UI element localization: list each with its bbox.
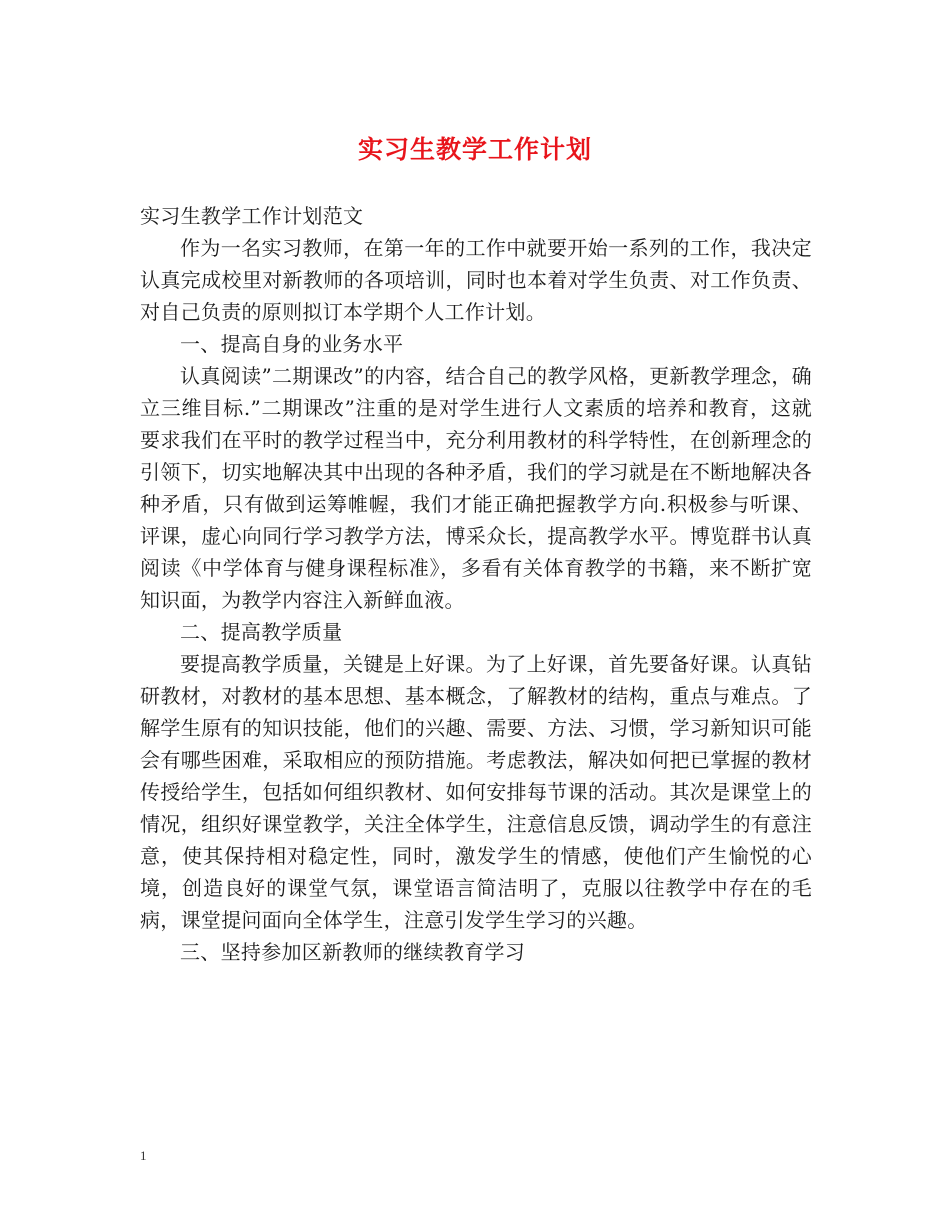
paragraph-section-2: 要提高教学质量，关键是上好课。为了上好课，首先要备好课。认真钻研教材，对教材的基本思想、基本概念，了解教材的结构，重点与难点。了解学生原有的知识技能，他们的兴趣、需要、方法、习惯，学习新知识可能会有哪些困难，采取相应的预防措施。考虑教法，解决如何把已掌握的教材传授给学生，包括如何组织教材、如何安排每节课的活动。其次是课堂上的情况，组织好课堂教学，关注全体学生，注意信息反馈，调动学生的有意注意，使其保持相对稳定性，同时，激发学生的情感，使他们产生愉悦的心境，创造良好的课堂气氛，课堂语言简洁明了，克服以往教学中存在的毛病，课堂提问面向全体学生，注意引发学生学习的兴趣。 — [140, 652, 812, 932]
page-number: 1 — [140, 1148, 147, 1163]
paragraph-subtitle: 实习生教学工作计划范文 — [140, 204, 364, 228]
section-heading-2: 二、提高教学质量 — [180, 620, 343, 644]
section-heading-1: 一、提高自身的业务水平 — [180, 332, 404, 356]
document-body — [140, 200, 812, 968]
section-heading-3: 三、坚持参加区新教师的继续教育学习 — [180, 940, 526, 964]
document-title: 实习生教学工作计划 — [357, 135, 592, 164]
paragraph-section-1: 认真阅读”二期课改”的内容，结合自己的教学风格，更新教学理念，确立三维目标.”二期课改”注重的是对学生进行人文素质的培养和教育，这就要求我们在平时的教学过程当中，充分利用教材的科学特性，在创新理念的引领下，切实地解决其中出现的各种矛盾，我们的学习就是在不断地解决各种矛盾，只有做到运筹帷幄，我们才能正确把握教学方向.积极参与听课、评课，虚心向同行学习教学方法，博采众长，提高教学水平。博览群书认真阅读《中学体育与健身课程标准》，多看有关体育教学的书籍，来不断扩宽知识面，为教学内容注入新鲜血液。 — [140, 364, 812, 612]
paragraph-intro: 作为一名实习教师，在第一年的工作中就要开始一系列的工作，我决定认真完成校里对新教师的各项培训，同时也本着对学生负责、对工作负责、对自己负责的原则拟订本学期个人工作计划。 — [140, 236, 812, 324]
